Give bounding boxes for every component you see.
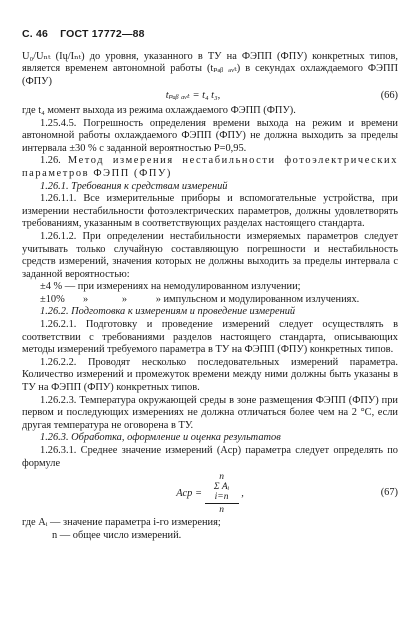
formula-67-lhs: Aср = [176, 488, 202, 500]
heading-1-26-1: 1.26.1. Требования к средствам измерений [40, 180, 228, 192]
section-1-26-title: Метод измерения нестабильности фотоэлектрических параметров ФЭПП (ФПУ) [22, 155, 398, 179]
tolerance-pulsed-value: ±10% [40, 293, 65, 305]
paragraph-1-25-4-5: 1.25.4.5. Погрешность определения времени выхода на режим и времени автономной работы охлаждаемого ФЭПП (ФПУ) не должна выходить за пределы интервала ±30 % с заданной вероятностью P=0,95. [22, 117, 398, 154]
formula-67-fraction [205, 472, 239, 515]
page-number: С. 46 [22, 28, 49, 40]
where-ai: где Aᵢ — значение параметра i-го измерения; [22, 517, 221, 529]
formula-67-upper-limit: n [219, 472, 224, 483]
formula-66 [22, 90, 398, 103]
fraction-bar [205, 503, 239, 504]
paragraph-1-26-1-1: 1.26.1.1. Все измерительные приборы и вспомогательные устройства, при измерении нестабильности фотоэлектрических параметров, должны удовлетворять требованиям, указанным в соответствующих разделах настоящего стандарта. [22, 193, 398, 230]
tolerance-unmodulated: ±4 % — при измерениях на немодулированном излучении; [40, 281, 301, 293]
formula-67-body: Aср = n Σ Aᵢ i=n n , [176, 472, 244, 516]
heading-1-26-3: 1.26.3. Обработка, оформление и оценка результатов [40, 432, 281, 444]
tolerance-pulsed [22, 294, 398, 307]
formula-66-number: (66) [380, 90, 398, 102]
paragraph-1-26-2-1: 1.26.2.1. Подготовку и проведение измерений следует осуществлять в соответствии с требованиями разделов настоящего стандарта, описывающих методы измерений требуемого параметра в ТУ на ФЭПП (ФПУ) конкретных типов. [22, 319, 398, 356]
where-n: n — общее число измерений. [52, 529, 182, 541]
formula-67-lower-limit: i=n [214, 492, 229, 503]
formula-67 [22, 472, 398, 515]
formula-67-denominator: n [219, 505, 224, 516]
formula-66-body: tₚₐᵦ ₐᵥₜ = t₄ t₃, [165, 90, 221, 102]
formula-67-number: (67) [380, 487, 398, 499]
paragraph-1-26-2-2: 1.26.2.2. Проводят несколько последовательных измерений параметра. Количество измерений и промежуток времени между ними должны быть указаны в ТУ на ФЭПП (ФПУ) конкретных типов. [22, 356, 398, 394]
paragraph-1-26-1-2: 1.26.1.2. При определении нестабильности измеряемых параметров следует учитывать только случайную составляющую погрешности и нестабильность средств измерений, значения которых не должны выходить за пределы интервала с заданной вероятностью: [22, 230, 398, 280]
ditto-mark-1: » [82, 293, 89, 305]
page-header [22, 28, 398, 41]
section-1-26-heading [22, 155, 398, 180]
heading-1-26-2: 1.26.2. Подготовка к измерениям и проведение измерений [40, 306, 296, 318]
where-t4: где t₄ момент выхода из режима охлаждаемого ФЭПП (ФПУ). [22, 104, 296, 116]
formula-67-sum: Σ Aᵢ [213, 482, 230, 493]
section-1-26-number: 1.26. [40, 155, 61, 167]
paragraph-autonomous-time: U₀/Uₙₜ (Ių/Iₙₜ) до уровня, указанного в ТУ на ФЭПП (ФПУ) конкретных типов, является временем автономной работы (tₚₐᵦ ₐᵥₜ) в секундах охлаждаемого ФЭПП (ФПУ) [22, 50, 398, 87]
paragraph-1-26-3-1: 1.26.3.1. Среднее значение измерений (Aср) параметра следует определять по формуле [22, 445, 398, 469]
tolerance-pulsed-text: » импульсном и модулированном излучениях. [155, 293, 360, 305]
standard-number: ГОСТ 17772—88 [60, 28, 145, 40]
paragraph-1-26-2-3: 1.26.2.3. Температура окружающей среды в зоне размещения ФЭПП (ФПУ) при первом и последующих измерениях не должна отличаться более чем на 2 °С, если другая температура не оговорена в ТУ. [22, 394, 398, 431]
ditto-mark-2: » [121, 293, 128, 305]
